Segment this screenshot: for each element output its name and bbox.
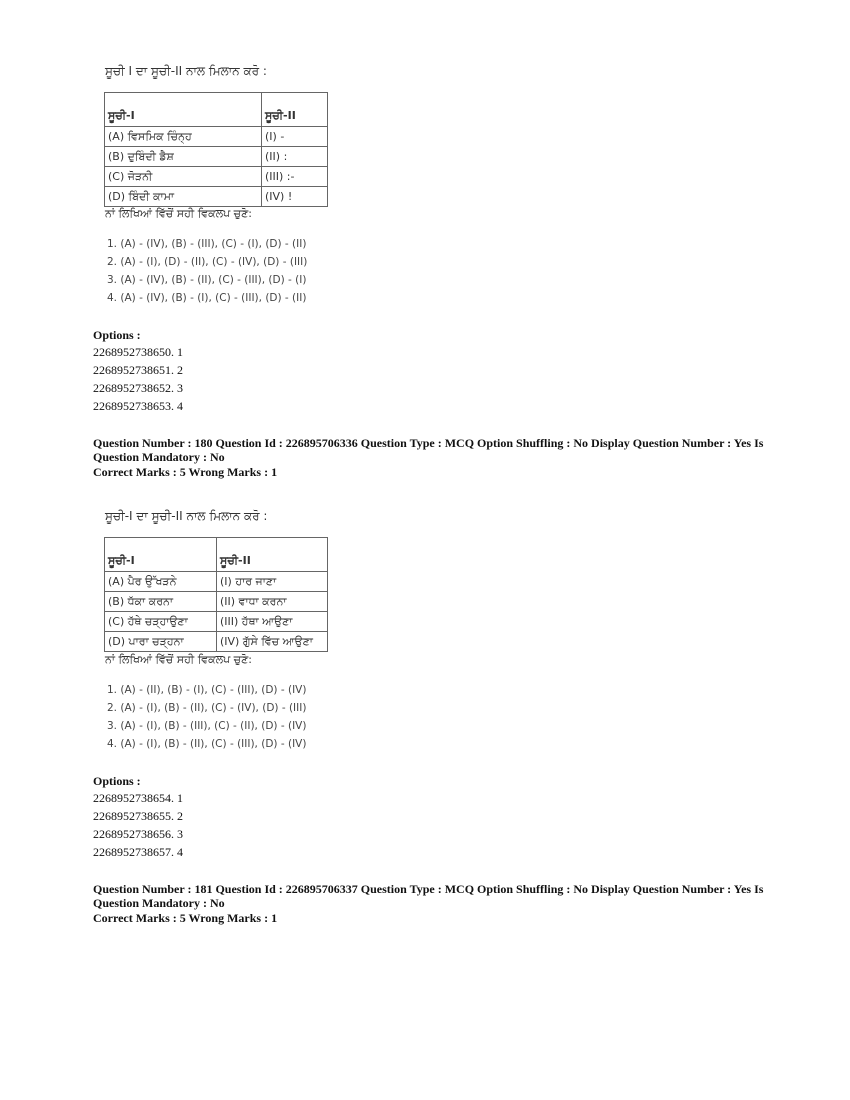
- table-row: [105, 632, 328, 652]
- choice-item: 1. (A) - (II), (B) - (I), (C) - (III), (D) - (IV): [107, 684, 307, 696]
- choice-list: [107, 681, 306, 753]
- option-id: 2268952738652. 3: [93, 381, 183, 395]
- table-header-list2: ਸੂਚੀ-II: [217, 538, 328, 572]
- table-cell: (A) ਪੈਰ ਉੱਖੜਨੇ: [105, 572, 217, 592]
- option-id: 2268952738650. 1: [93, 345, 183, 359]
- table-cell: (C) ਹੱਥੇ ਚੜ੍ਹਾਉਣਾ: [105, 612, 217, 632]
- question-meta: [93, 882, 783, 925]
- option-id: 2268952738657. 4: [93, 845, 183, 859]
- table-row: [105, 612, 328, 632]
- match-table: [104, 92, 328, 207]
- choice-item: 1. (A) - (IV), (B) - (III), (C) - (I), (D) - (II): [107, 238, 307, 250]
- option-id-list: [93, 789, 183, 861]
- table-cell: (IV) !: [262, 187, 328, 207]
- options-label: Options :: [93, 774, 141, 788]
- table-cell: (A) ਵਿਸਮਿਕ ਚਿੰਨ੍ਹ: [105, 127, 262, 147]
- choice-list: [107, 235, 307, 307]
- table-cell: (C) ਜੋੜਨੀ: [105, 167, 262, 187]
- choose-instruction: ਨਾਂ ਲਿਖਿਆਂ ਵਿੱਚੋਂ ਸਹੀ ਵਿਕਲਪ ਚੁਣੋ:: [105, 207, 252, 220]
- table-cell: (III) ਹੱਥਾ ਆਉਣਾ: [217, 612, 328, 632]
- question-meta-line: Question Number : 180 Question Id : 226895706336 Question Type : MCQ Option Shuffling : No Display Question Number : Yes Is Question Mandatory : No: [93, 436, 764, 464]
- choose-instruction: ਨਾਂ ਲਿਖਿਆਂ ਵਿੱਚੋਂ ਸਹੀ ਵਿਕਲਪ ਚੁਣੋ:: [105, 653, 252, 666]
- table-row: [105, 572, 328, 592]
- choice-item: 3. (A) - (IV), (B) - (II), (C) - (III), (D) - (I): [107, 274, 307, 286]
- option-id: 2268952738654. 1: [93, 791, 183, 805]
- table-header-list2: ਸੂਚੀ-II: [262, 93, 328, 127]
- table-cell: (D) ਬਿੰਦੀ ਕਾਮਾ: [105, 187, 262, 207]
- marks-line: Correct Marks : 5 Wrong Marks : 1: [93, 465, 278, 479]
- table-cell: (II) ਵਾਧਾ ਕਰਨਾ: [217, 592, 328, 612]
- option-id: 2268952738655. 2: [93, 809, 183, 823]
- option-id-list: [93, 343, 183, 415]
- table-cell: (I) ਹਾਰ ਜਾਣਾ: [217, 572, 328, 592]
- table-row: [105, 167, 328, 187]
- option-id: 2268952738653. 4: [93, 399, 183, 413]
- table-cell: (B) ਧੱਕਾ ਕਰਨਾ: [105, 592, 217, 612]
- question-meta: [93, 436, 783, 479]
- table-row: [105, 127, 328, 147]
- table-cell: (II) :: [262, 147, 328, 167]
- question-meta-line: Question Number : 181 Question Id : 226895706337 Question Type : MCQ Option Shuffling : No Display Question Number : Yes Is Question Mandatory : No: [93, 882, 764, 910]
- table-cell: (III) :-: [262, 167, 328, 187]
- choice-item: 2. (A) - (I), (B) - (II), (C) - (IV), (D) - (III): [107, 702, 307, 714]
- question-intro: ਸੂਚੀ-I ਦਾ ਸੂਚੀ-II ਨਾਲ ਮਿਲਾਨ ਕਰੋ :: [105, 509, 268, 523]
- match-table: [104, 537, 328, 652]
- options-label: Options :: [93, 328, 141, 342]
- marks-line: Correct Marks : 5 Wrong Marks : 1: [93, 911, 278, 925]
- option-id: 2268952738656. 3: [93, 827, 183, 841]
- table-cell: (I) -: [262, 127, 328, 147]
- choice-item: 3. (A) - (I), (B) - (III), (C) - (II), (D) - (IV): [107, 720, 307, 732]
- table-row: [105, 592, 328, 612]
- choice-item: 2. (A) - (I), (D) - (II), (C) - (IV), (D) - (III): [107, 256, 308, 268]
- table-row: [105, 187, 328, 207]
- choice-item: 4. (A) - (I), (B) - (II), (C) - (III), (D) - (IV): [107, 738, 307, 750]
- option-id: 2268952738651. 2: [93, 363, 183, 377]
- table-header-list1: ਸੂਚੀ-I: [105, 93, 262, 127]
- table-header-list1: ਸੂਚੀ-I: [105, 538, 217, 572]
- table-cell: (IV) ਗੁੱਸੇ ਵਿੱਚ ਆਉਣਾ: [217, 632, 328, 652]
- table-cell: (B) ਦੁਬਿੰਦੀ ਡੈਸ਼: [105, 147, 262, 167]
- question-intro: ਸੂਚੀ I ਦਾ ਸੂਚੀ-II ਨਾਲ ਮਿਲਾਨ ਕਰੋ :: [105, 64, 267, 78]
- table-row: [105, 147, 328, 167]
- choice-item: 4. (A) - (IV), (B) - (I), (C) - (III), (D) - (II): [107, 292, 307, 304]
- table-cell: (D) ਪਾਰਾ ਚੜ੍ਹਨਾ: [105, 632, 217, 652]
